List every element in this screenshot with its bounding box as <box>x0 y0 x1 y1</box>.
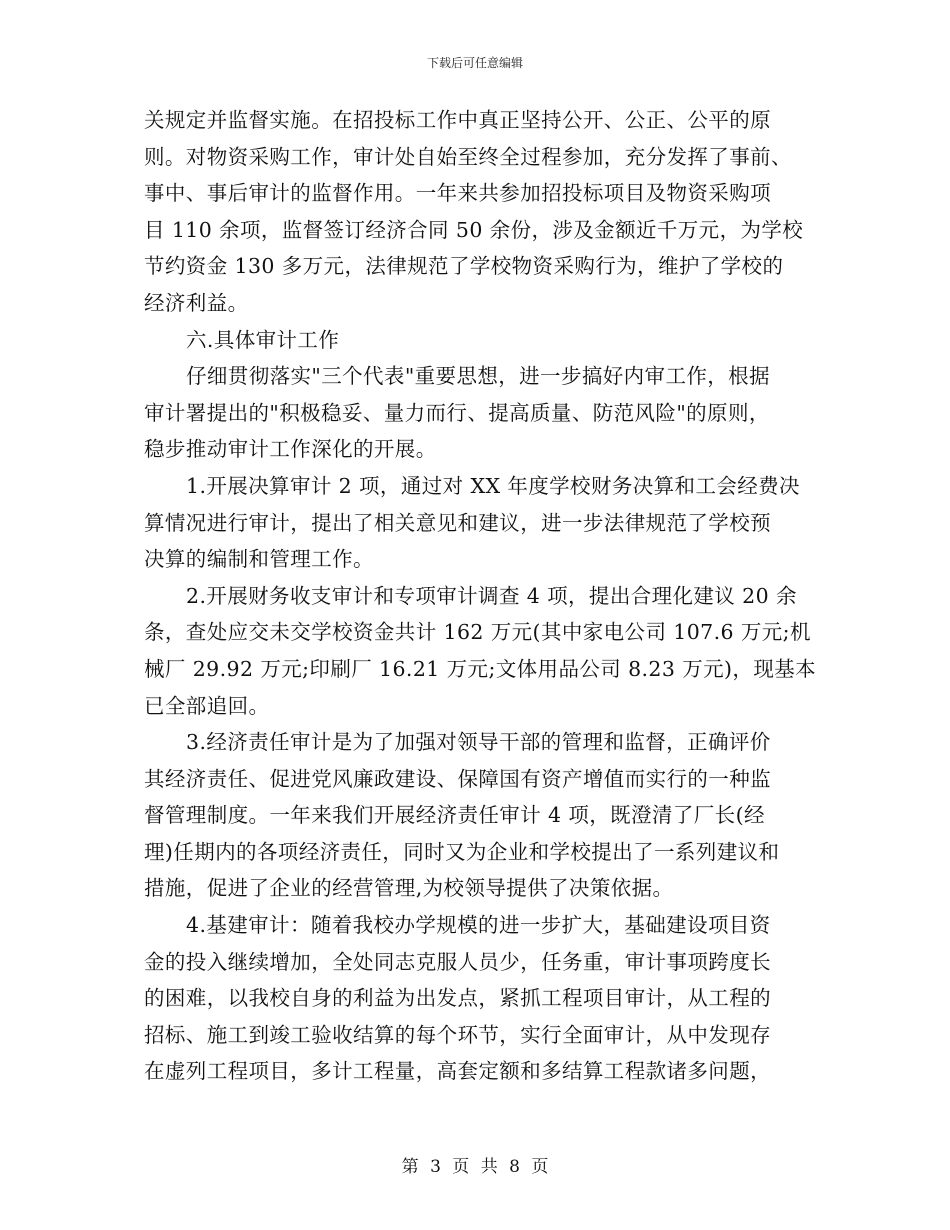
text-line: 2.开展财务收支审计和专项审计调查 4 项，提出合理化建议 20 余 <box>186 583 797 608</box>
text-line: 六.具体审计工作 <box>186 327 340 352</box>
text-line: 稳步推动审计工作深化的开展。 <box>144 437 437 462</box>
text-line: 条，查处应交未交学校资金共计 162 万元(其中家电公司 107.6 万元;机 <box>144 620 811 645</box>
text-line: 则。对物资采购工作，审计处自始至终全过程参加，充分发挥了事前、 <box>144 144 792 169</box>
text-line: 决算的编制和管理工作。 <box>144 547 374 572</box>
text-line: 金的投入继续增加，全处同志克服人员少，任务重，审计事项跨度长 <box>144 949 771 974</box>
text-line: 4.基建审计：随着我校办学规模的进一步扩大，基础建设项目资 <box>186 913 771 938</box>
page-header: 下载后可任意编辑 <box>426 56 523 70</box>
text-line: 的困难，以我校自身的利益为出发点，紧抓工程项目审计，从工程的 <box>144 986 771 1011</box>
text-line: 1.开展决算审计 2 项，通过对 XX 年度学校财务决算和工会经费决 <box>186 473 800 498</box>
text-line: 仔细贯彻落实"三个代表"重要思想，进一步搞好内审工作，根据 <box>186 364 770 389</box>
text-line: 关规定并监督实施。在招投标工作中真正坚持公开、公正、公平的原 <box>144 108 771 132</box>
text-line: 3.经济责任审计是为了加强对领导干部的管理和监督，正确评价 <box>186 730 771 755</box>
text-line: 其经济责任、促进党风廉政建设、保障国有资产增值而实行的一种监 <box>144 766 771 791</box>
text-line: 在虚列工程项目，多计工程量，高套定额和多结算工程款诸多问题， <box>144 1059 771 1084</box>
text-line: 审计署提出的"积极稳妥、量力而行、提高质量、防范风险"的原则， <box>144 400 770 425</box>
text-line: 已全部追回。 <box>144 693 270 718</box>
text-line: 经济利益。 <box>144 290 249 315</box>
text-line: 招标、施工到竣工验收结算的每个环节，实行全面审计，从中发现存 <box>144 1022 771 1047</box>
page-footer: 第 3 页 共 8 页 <box>401 1157 549 1177</box>
text-line: 理)任期内的各项经济责任，同时又为企业和学校提出了一系列建议和 <box>144 839 780 864</box>
text-line: 措施，促进了企业的经营管理,为校领导提供了决策依据。 <box>144 876 674 901</box>
text-line: 督管理制度。一年来我们开展经济责任审计 4 项，既澄清了厂长(经 <box>144 803 765 828</box>
text-line: 事中、事后审计的监督作用。一年来共参加招投标项目及物资采购项 <box>144 181 771 206</box>
text-line: 节约资金 130 多万元，法律规范了学校物资采购行为，维护了学校的 <box>144 254 784 279</box>
text-line: 算情况进行审计，提出了相关意见和建议，进一步法律规范了学校预 <box>144 510 771 535</box>
text-line: 目 110 余项，监督签订经济合同 50 余份，涉及金额近千万元，为学校 <box>144 217 804 242</box>
text-line: 械厂 29.92 万元;印刷厂 16.21 万元;文体用品公司 8.23 万元)，现基本 <box>144 656 817 681</box>
document-body <box>144 102 817 1090</box>
